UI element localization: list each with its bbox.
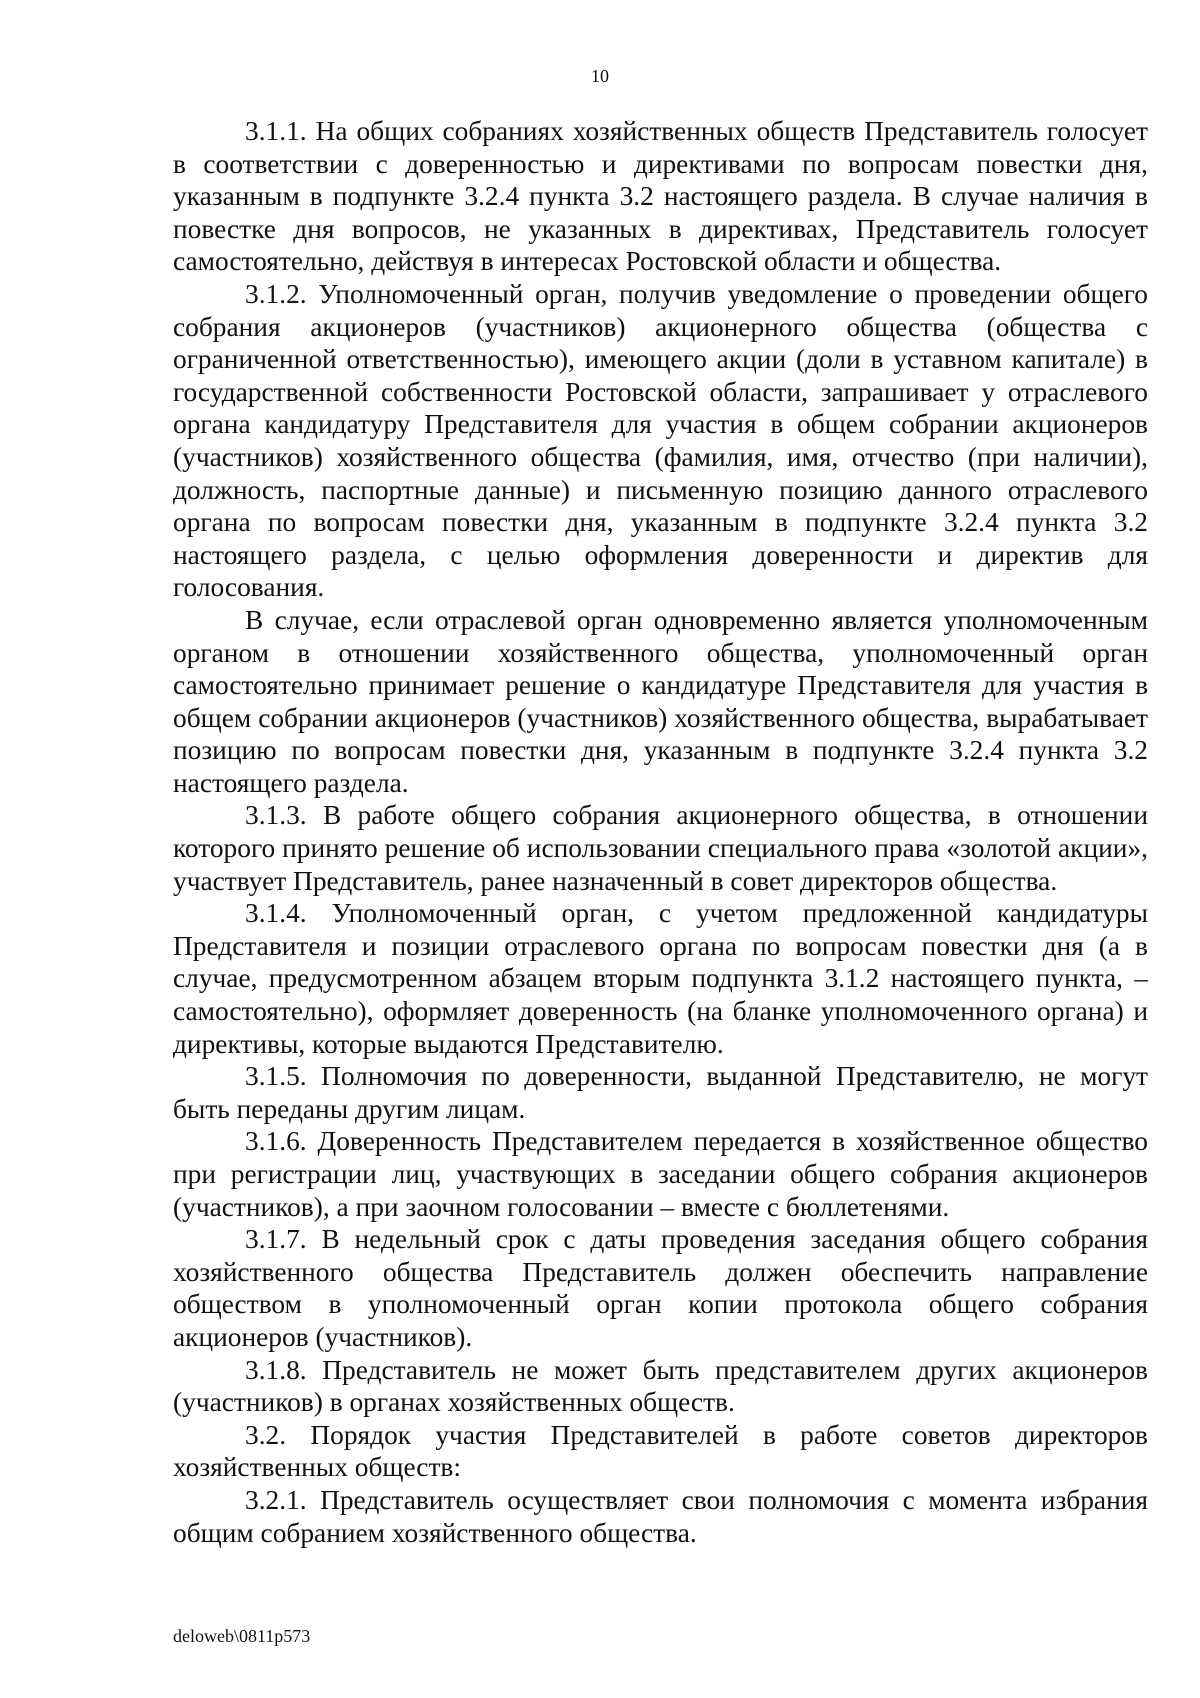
document-body xyxy=(173,115,1148,1549)
paragraph-3-1-3: 3.1.3. В работе общего собрания акционерного общества, в отношении которого принято решение об использовании специального права «золотой акции», участвует Представитель, ранее назначенный в совет директоров общества. xyxy=(173,800,1148,896)
paragraph-3-1-8: 3.1.8. Представитель не может быть представителем других акционеров (участников) в органах хозяйственных обществ. xyxy=(173,1354,1148,1418)
page-number: 10 xyxy=(591,66,609,86)
paragraph-3-1-2: 3.1.2. Уполномоченный орган, получив уведомление о проведении общего собрания акционеров (участников) акционерного общества (общества с ограниченной ответственностью), имеющего акции (доли в уставном капитале) в государственной собственности Ростовской области, запрашивает у отраслевого органа кандидатуру Представителя для участия в общем собрании акционеров (участников) хозяйственного общества (фамилия, имя, отчество (при наличии), должность, паспортные данные) и письменную позицию данного отраслевого органа по вопросам повестки дня, указанным в подпункте 3.2.4 пункта 3.2 настоящего раздела, с целью оформления доверенности и директив для голосования. xyxy=(173,278,1148,603)
paragraph-3-2: 3.2. Порядок участия Представителей в работе советов директоров хозяйственных обществ: xyxy=(173,1419,1148,1483)
document-footer-code: deloweb\0811p573 xyxy=(173,1626,311,1646)
paragraph-3-1-4: 3.1.4. Уполномоченный орган, с учетом предложенной кандидатуры Представителя и позиции отраслевого органа по вопросам повестки дня (а в случае, предусмотренном абзацем вторым подпункта 3.1.2 настоящего пункта, – самостоятельно), оформляет доверенность (на бланке уполномоченного органа) и директивы, которые выдаются Представителю. xyxy=(173,898,1148,1059)
paragraph-3-2-1: 3.2.1. Представитель осуществляет свои полномочия с момента избрания общим собранием хозяйственного общества. xyxy=(173,1484,1148,1548)
paragraph-3-1-6: 3.1.6. Доверенность Представителем передается в хозяйственное общество при регистрации лиц, участвующих в заседании общего собрания акционеров (участников), а при заочном голосовании – вместе с бюллетенями. xyxy=(173,1126,1148,1222)
paragraph-3-1-7: 3.1.7. В недельный срок с даты проведения заседания общего собрания хозяйственного общества Представитель должен обеспечить направление обществом в уполномоченный орган копии протокола общего собрания акционеров (участников). xyxy=(173,1224,1148,1352)
paragraph-3-1-2-second: В случае, если отраслевой орган одновременно является уполномоченным органом в отношении хозяйственного общества, уполномоченный орган самостоятельно принимает решение о кандидатуре Представителя для участия в общем собрании акционеров (участников) хозяйственного общества, вырабатывает позицию по вопросам повестки дня, указанным в подпункте 3.2.4 пункта 3.2 настоящего раздела. xyxy=(173,604,1148,798)
paragraph-3-1-1: 3.1.1. На общих собраниях хозяйственных обществ Представитель голосует в соответствии с доверенностью и директивами по вопросам повестки дня, указанным в подпункте 3.2.4 пункта 3.2 настоящего раздела. В случае наличия в повестке дня вопросов, не указанных в директивах, Представитель голосует самостоятельно, действуя в интересах Ростовской области и общества. xyxy=(173,116,1148,277)
paragraph-3-1-5: 3.1.5. Полномочия по доверенности, выданной Представителю, не могут быть переданы другим лицам. xyxy=(173,1061,1148,1124)
